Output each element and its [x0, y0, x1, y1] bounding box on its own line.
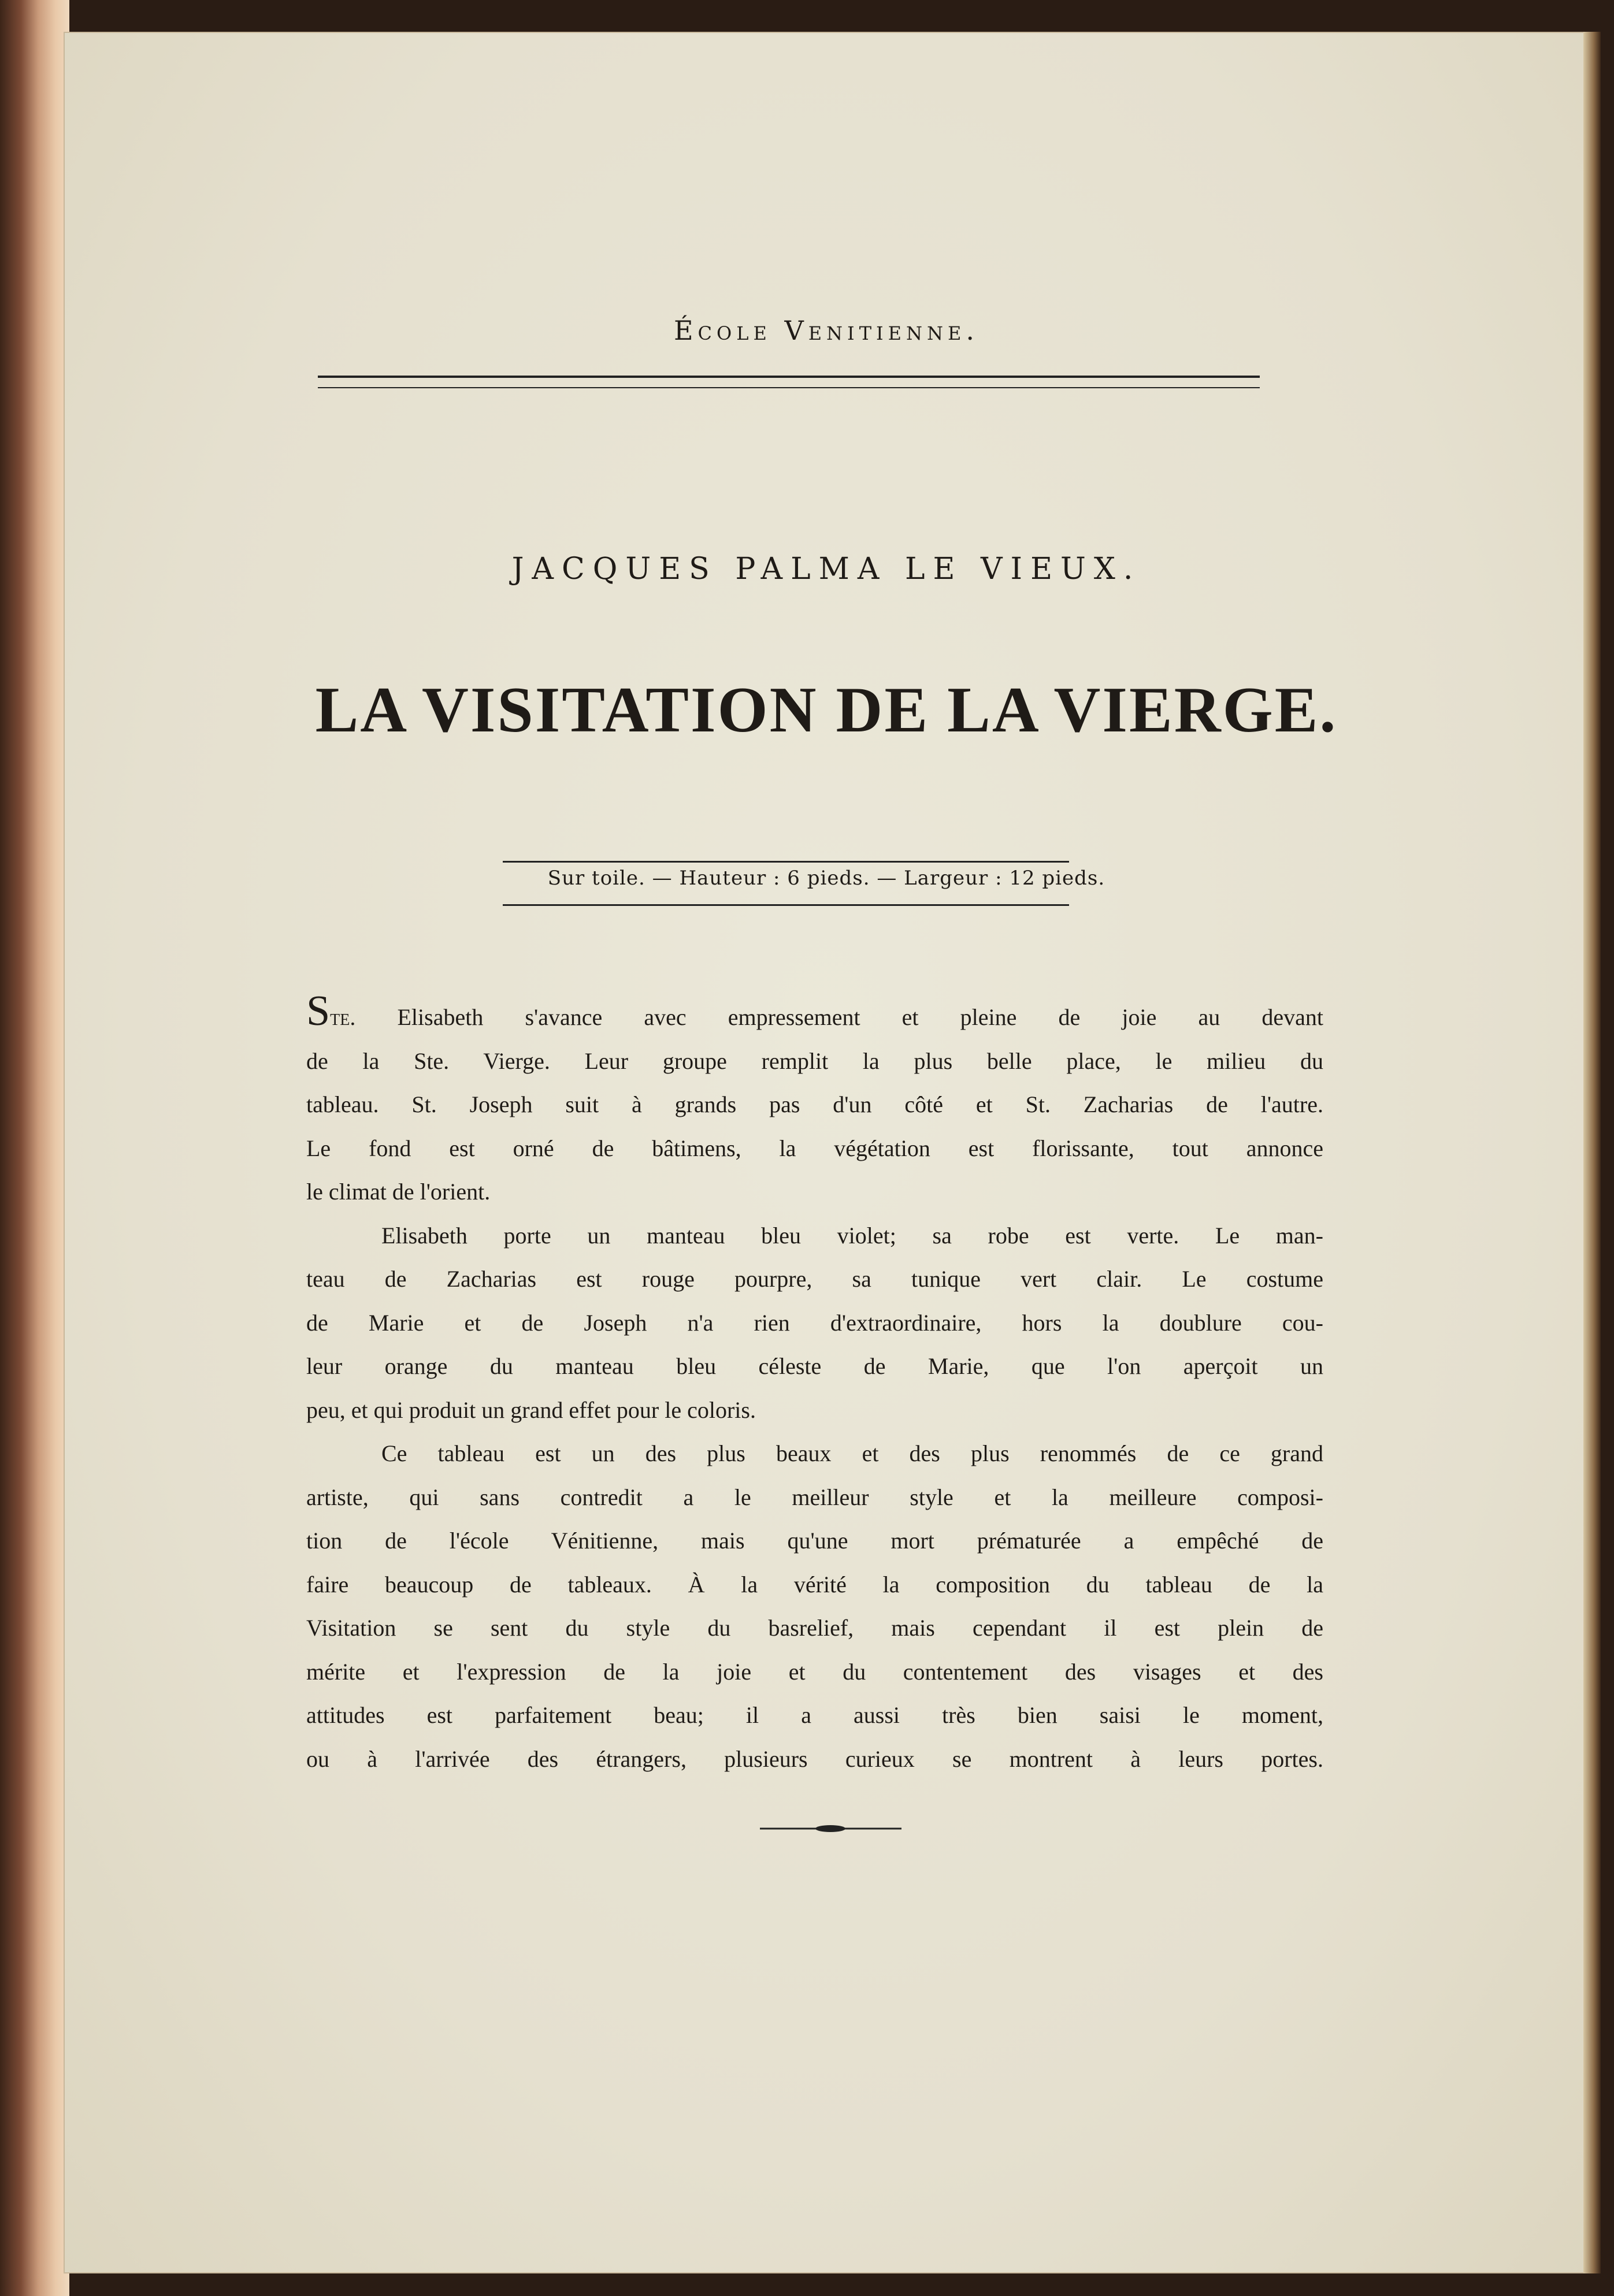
drop-cap-suffix: te.	[330, 1004, 356, 1030]
artist-name: JACQUES PALMA LE VIEUX.	[511, 552, 1141, 586]
body-line-13: tion de l'école Vénitienne, mais qu'une mort prématurée a empêché de	[306, 1528, 1323, 1554]
body-line-15: Visitation se sent du style du basrelief, mais cependant il est plein de	[306, 1615, 1323, 1641]
body-line-7: teau de Zacharias est rouge pourpre, sa tunique vert clair. Le costume	[306, 1266, 1323, 1292]
body-line-14: faire beaucoup de tableaux. À la vérité la composition du tableau de la	[306, 1571, 1323, 1597]
drop-cap: S	[306, 987, 331, 1035]
body-line-17: attitudes est parfaitement beau; il a aussi très bien saisi le moment,	[306, 1702, 1323, 1728]
school-heading: École Venitienne.	[673, 315, 979, 346]
body-line-2: de la Ste. Vierge. Leur groupe remplit la plus belle place, le milieu du	[306, 1047, 1323, 1074]
body-line-4: Le fond est orné de bâtimens, la végétation est florissante, tout annonce	[306, 1135, 1323, 1161]
book-binding	[0, 0, 69, 2296]
body-line-12: artiste, qui sans contredit a le meilleur style et la meilleure composi-	[306, 1484, 1323, 1510]
body-line-1: Ste. Elisabeth s'avance avec empressement et pleine de joie au devant	[306, 987, 1323, 1035]
page-edge	[1583, 32, 1601, 2273]
body-line-16: mérite et l'expression de la joie et du contentement des visages et des	[306, 1658, 1323, 1685]
body-line-9: leur orange du manteau bleu céleste de Marie, que l'on aperçoit un	[306, 1353, 1323, 1379]
body-line-6: Elisabeth porte un manteau bleu violet; sa robe est verte. Le man-	[381, 1222, 1323, 1249]
dimensions-rule-bottom	[503, 904, 1069, 906]
body-line-3: tableau. St. Joseph suit à grands pas d'un côté et St. Zacharias de l'autre.	[306, 1091, 1323, 1117]
body-line-8: de Marie et de Joseph n'a rien d'extraordinaire, hors la doublure cou-	[306, 1309, 1323, 1336]
body-text	[306, 987, 1323, 1781]
body-line-11: Ce tableau est un des plus beaux et des plus renommés de ce grand	[381, 1440, 1323, 1466]
dimensions-line: Sur toile. — Hauteur : 6 pieds. — Largeur : 12 pieds.	[547, 867, 1105, 890]
fleuron-ornament	[760, 1823, 901, 1834]
body-line-5: le climat de l'orient.	[306, 1179, 491, 1205]
heading-double-rule	[318, 376, 1260, 388]
book-page	[64, 32, 1589, 2273]
body-line-10: peu, et qui produit un grand effet pour le coloris.	[306, 1396, 756, 1423]
painting-title: LA VISITATION DE LA VIERGE.	[315, 674, 1338, 746]
body-line-18: ou à l'arrivée des étrangers, plusieurs curieux se montrent à leurs portes.	[306, 1745, 1323, 1772]
dimensions-rule-top	[503, 861, 1069, 863]
